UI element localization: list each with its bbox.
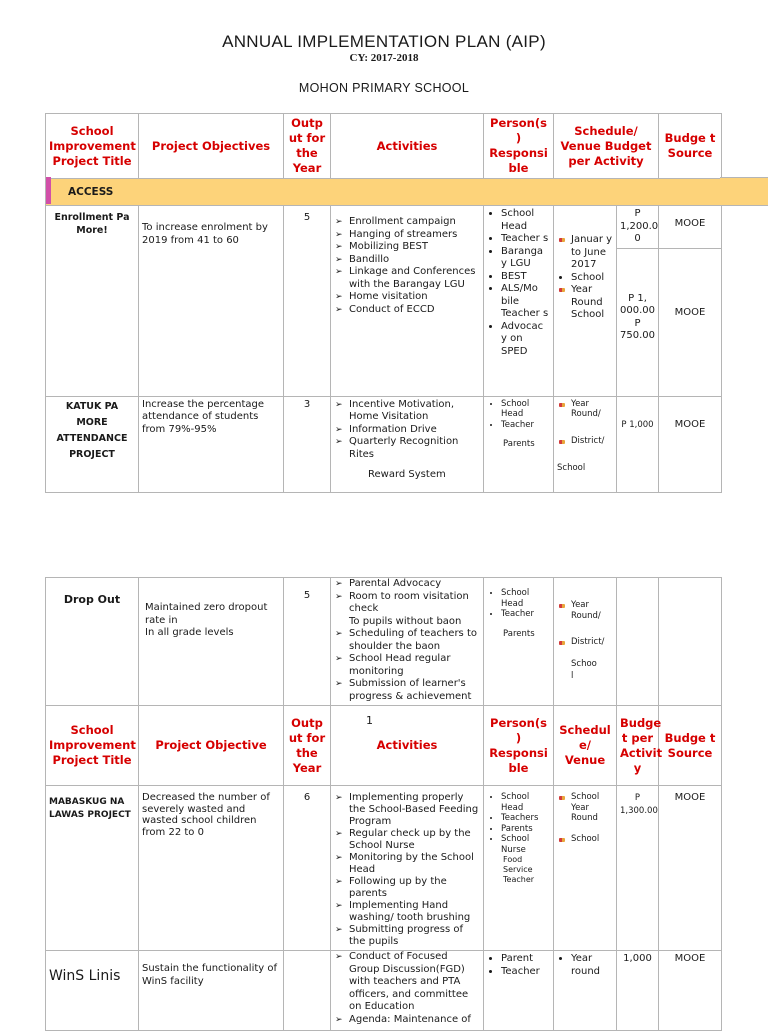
list-item: ➢ Quarterly Recognition Rites: [334, 436, 480, 461]
list-item: • Teacher: [501, 609, 550, 620]
schedule-note: Schoo l: [571, 658, 597, 681]
list-item: • Year round: [571, 953, 613, 978]
persons-note: Food Service Teacher: [503, 855, 535, 884]
list-item: ➢ Linkage and Conferences with the Barangay LGU: [334, 266, 480, 291]
aip-title: ANNUAL IMPLEMENTATION PLAN (AIP): [222, 32, 546, 51]
activities-cell: [331, 396, 484, 492]
schedule-cell: [554, 396, 617, 492]
project-objective: Decreased the number of severely wasted and wasted school children from 22 to 0: [139, 786, 284, 951]
list-item: • Teacher: [501, 966, 550, 979]
activities-list: [334, 216, 480, 316]
list-item: Year Round/: [571, 600, 613, 621]
budget-cell: P 1,200.0 0: [617, 206, 659, 249]
schedule-list: [557, 399, 613, 447]
list-item: ➢ Parental Advocacy: [334, 578, 480, 591]
budget-cell: P 1,300.00: [617, 786, 659, 951]
budget-cell: [617, 578, 659, 706]
budget-source: [659, 578, 722, 706]
list-item: • School Head: [501, 399, 550, 420]
schedule-list: [557, 234, 613, 272]
project-title: MABASKUG NA LAWAS PROJECT: [46, 786, 139, 951]
project-output: 6: [284, 786, 331, 951]
table-row: [46, 951, 722, 1031]
persons-list: [487, 953, 550, 978]
table-row: [46, 206, 722, 249]
col-header-source: Budge t Source: [659, 706, 722, 786]
list-item: • School Head: [501, 588, 550, 609]
list-item: ➢ School Head regular monitoring: [334, 653, 480, 678]
persons-cell: [484, 396, 554, 492]
list-item: ➢ Conduct of Focused Group Discussion(FGD) with teachers and PTA officers, and committee on Education: [334, 951, 480, 1014]
list-item: ➢ Information Drive: [334, 424, 480, 437]
budget-cell: P 1,000: [617, 396, 659, 492]
col-header-source: Budge t Source: [659, 114, 722, 179]
col-header-budget: Budge t per Activit y: [617, 706, 659, 786]
budget-source: MOOE: [659, 206, 722, 249]
persons-cell: [484, 951, 554, 1031]
col-header-output: Outp ut for the Year: [284, 706, 331, 786]
access-row: [46, 179, 722, 206]
project-objective: Increase the percentage attendance of students from 79%-95%: [139, 396, 284, 492]
budget-cell: P 1, 000.00 P 750.00: [617, 248, 659, 396]
list-item: ➢ Implementing Hand washing/ tooth brushing: [334, 900, 480, 924]
access-marker: [46, 177, 51, 204]
budget-source: MOOE: [659, 786, 722, 951]
table-row: [46, 396, 722, 492]
list-item: District/: [571, 637, 613, 648]
list-item: • ALS/Mo bile Teacher s: [501, 283, 550, 321]
project-title: WinS Linis: [46, 951, 139, 1031]
col-header-schedule-budget: Schedule/ Venue Budget per Activity: [554, 114, 659, 179]
list-item: • Parents: [501, 824, 550, 835]
list-item: Year Round/: [571, 399, 613, 420]
persons-cell: [484, 206, 554, 397]
activities-cell: [331, 951, 484, 1031]
table-row: [46, 578, 722, 706]
col-header-activities: Activities: [331, 706, 484, 786]
col-header-output: Outp ut for the Year: [284, 114, 331, 179]
project-output: 5: [284, 578, 331, 706]
list-item: Year Round School: [571, 284, 613, 322]
list-item: ➢ Conduct of ECCD: [334, 304, 480, 317]
cy-label: CY: 2017-2018: [349, 52, 419, 64]
schedule-note: School: [557, 463, 586, 473]
project-title: Enrollment Pa More!: [46, 206, 139, 397]
persons-list: [487, 792, 550, 855]
activities-list: [334, 399, 480, 462]
col-header-persons: Person(s ) Responsi ble: [484, 706, 554, 786]
budget-source: MOOE: [659, 396, 722, 492]
access-band-extension: [720, 177, 768, 206]
schedule-cell: [554, 578, 617, 706]
aip-table-2: [45, 577, 722, 1031]
activity-note: To pupils without baon: [349, 615, 462, 627]
col-header-objectives: Project Objectives: [139, 114, 284, 179]
list-item: School: [571, 834, 613, 845]
list-item: • Baranga y LGU: [501, 246, 550, 271]
access-label: ACCESS: [46, 179, 722, 206]
aip-table-1: [45, 113, 722, 493]
list-item: School Year Round: [571, 792, 600, 823]
list-item: ➢ Incentive Motivation, Home Visitation: [334, 399, 480, 424]
list-item: • School Nurse: [501, 834, 550, 855]
col-header-title: School Improvement Project Title: [46, 114, 139, 179]
budget-cell: 1,000: [617, 951, 659, 1031]
list-item: • Advocac y on SPED: [501, 321, 550, 359]
page-number: 1: [366, 714, 373, 727]
budget-source: MOOE: [659, 951, 722, 1031]
list-item: ➢ Bandillo: [334, 254, 480, 267]
project-objective: Sustain the functionality of WinS facility: [139, 951, 284, 1031]
list-item: District/: [571, 436, 613, 447]
col-header-activities: Activities: [331, 114, 484, 179]
project-objective: Maintained zero dropout rate in In all grade levels: [139, 578, 284, 706]
project-output: 3: [284, 396, 331, 492]
list-item: ➢ Following up by the parents: [334, 876, 480, 900]
school-name: MOHON PRIMARY SCHOOL: [298, 81, 470, 95]
schedule-list: [557, 600, 613, 648]
list-item: ➢ Implementing properly the School-Based Feeding Program: [334, 792, 480, 828]
list-item: ➢ Monitoring by the School Head: [334, 852, 480, 876]
persons-list: [487, 588, 550, 620]
schedule-list: [557, 792, 613, 844]
list-item: • Teacher: [501, 420, 550, 431]
activities-cell: [331, 206, 484, 397]
list-item: ➢ Home visitation: [334, 291, 480, 304]
persons-cell: [484, 786, 554, 951]
list-item: • School Head: [501, 208, 550, 233]
project-title: KATUK PA MORE ATTENDANCE PROJECT: [46, 396, 139, 492]
list-item: ➢ Agenda: Maintenance of: [334, 1014, 480, 1027]
persons-list: [487, 208, 550, 358]
list-item: • BEST: [501, 271, 550, 284]
activities-list-2: [334, 628, 480, 703]
col-header-persons: Person(s ) Responsi ble: [484, 114, 554, 179]
project-output: [284, 951, 331, 1031]
list-item: • Teachers: [501, 813, 550, 824]
list-item: • School Head: [501, 792, 550, 813]
activities-cell: [331, 578, 484, 706]
table-header-row: [46, 706, 722, 786]
persons-list: [487, 399, 550, 431]
col-header-schedule: Schedul e/ Venue: [554, 706, 617, 786]
list-item: • School: [571, 272, 613, 285]
activities-list: [334, 578, 480, 616]
project-title: Drop Out: [46, 578, 139, 706]
list-item: ➢ Enrollment campaign: [334, 216, 480, 229]
budget-source: MOOE: [659, 248, 722, 396]
list-item: ➢ Room to room visitation check: [334, 591, 480, 616]
schedule-list-3: [557, 284, 613, 322]
schedule-list-2: [557, 272, 613, 285]
list-item: ➢ Submitting progress of the pupils: [334, 924, 480, 948]
activities-list: [334, 951, 480, 1026]
list-item: ➢ Scheduling of teachers to shoulder the baon: [334, 628, 480, 653]
project-objective: To increase enrolment by 2019 from 41 to 60: [139, 206, 284, 397]
list-item: • Teacher s: [501, 233, 550, 246]
schedule-cell: [554, 206, 617, 397]
table-header-row: [46, 114, 722, 179]
schedule-list: [557, 953, 613, 978]
activity-note: Reward System: [368, 469, 446, 480]
persons-cell: [484, 578, 554, 706]
project-output: 5: [284, 206, 331, 397]
activities-list: [334, 792, 480, 948]
col-header-objective: Project Objective: [139, 706, 284, 786]
persons-note: Parents: [503, 439, 535, 449]
persons-note: Parents: [503, 628, 535, 639]
activities-cell: [331, 786, 484, 951]
table-row: [46, 786, 722, 951]
list-item: • Parent: [501, 953, 550, 966]
list-item: Januar y to June 2017: [571, 234, 613, 270]
list-item: ➢ Regular check up by the School Nurse: [334, 828, 480, 852]
schedule-cell: [554, 951, 617, 1031]
list-item: ➢ Mobilizing BEST: [334, 241, 480, 254]
col-header-title: School Improvement Project Title: [46, 706, 139, 786]
schedule-cell: [554, 786, 617, 951]
list-item: ➢ Submission of learner's progress & achievement: [334, 678, 480, 703]
list-item: ➢ Hanging of streamers: [334, 229, 480, 242]
